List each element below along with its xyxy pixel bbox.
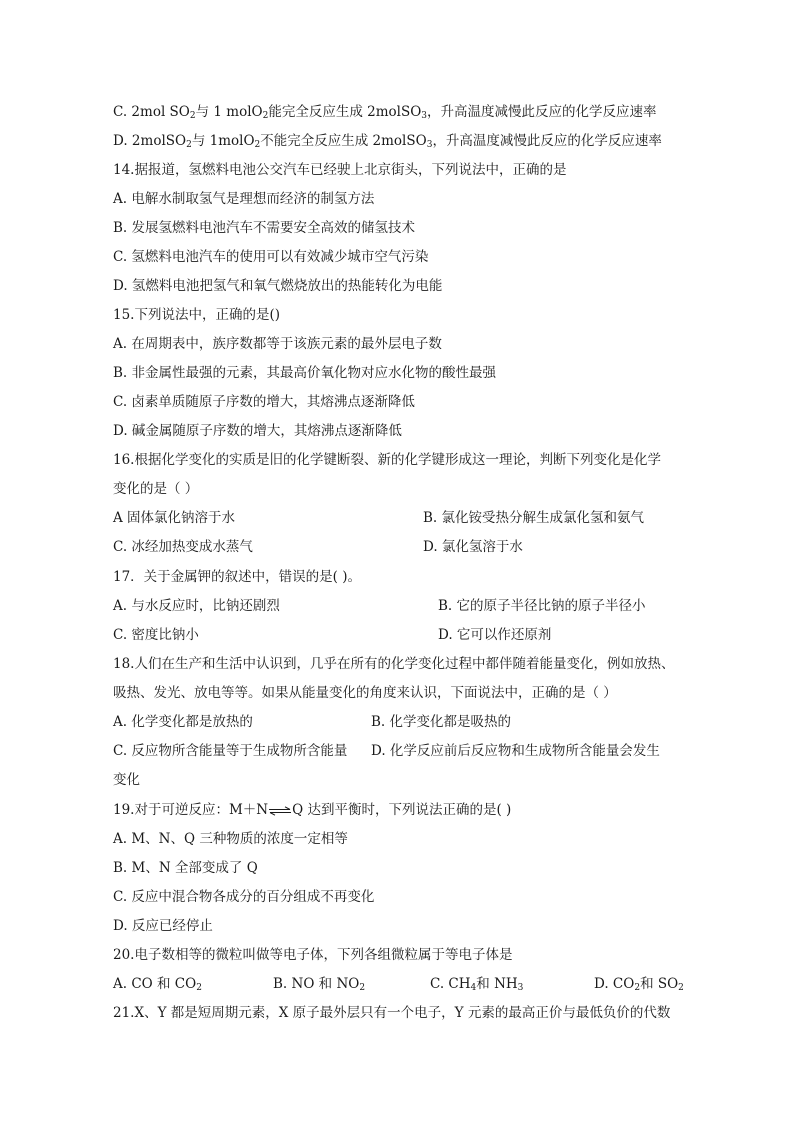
q18-options-row2 — [113, 741, 683, 761]
q20-option-a: A. CO 和 $CO_2$ — [113, 976, 202, 993]
q19-option-b: B. M、N 全部变成了 Q — [113, 860, 258, 876]
q20-option-c: C. $CH_4$和 $NH_3$ — [430, 976, 524, 993]
q17-option-c: C. 密度比钠小 — [113, 627, 199, 643]
q15-stem: 15.下列说法中，正确的是() — [113, 307, 281, 323]
q18-option-c: C. 反应物所含能量等于生成物所含能量 — [113, 743, 348, 759]
q17-options-row1 — [113, 596, 683, 616]
q19-option-a: A. M、N、Q 三种物质的浓度一定相等 — [113, 831, 348, 847]
q20-stem: 20.电子数相等的微粒叫做等电子体，下列各组微粒属于等电子体是 — [113, 947, 513, 963]
q20-option-d: D. $CO_2$和 $SO_2$ — [594, 976, 684, 993]
q14-option-a: A. 电解水制取氢气是理想而经济的制氢方法 — [113, 191, 375, 207]
q16-option-d: D. 氯化氢溶于水 — [423, 539, 523, 555]
q16-option-b: B. 氯化铵受热分解生成氯化氢和氨气 — [423, 510, 645, 526]
q18-option-b: B. 化学变化都是吸热的 — [371, 714, 512, 730]
q16-stem-line2: 变化的是（ ） — [113, 481, 199, 497]
q21-stem: 21.X、Y 都是短周期元素，X 原子最外层只有一个电子，Y 元素的最高正价与最低负价的代数 — [113, 1005, 671, 1021]
q19-stem: 19.对于可逆反应：M＋N Q 达到平衡时，下列说法正确的是( ) — [113, 802, 512, 818]
q17-option-d: D. 它可以作还原剂 — [438, 627, 552, 643]
q13-option-c: C. 2mol $SO_2$与 1 molO$_2$能完全反应生成 2molSO$_3$，升高温度减慢此反应的化学反应速率 — [113, 104, 657, 121]
q17-option-b: B. 它的原子半径比钠的原子半径小 — [438, 598, 646, 614]
q20-option-b: B. NO 和 $NO_2$ — [273, 976, 366, 993]
equilibrium-arrow-icon — [268, 806, 292, 816]
q17-stem: 17．关于金属钾的叙述中，错误的是( )。 — [113, 569, 362, 585]
q19-option-c: C. 反应中混合物各成分的百分组成不再变化 — [113, 889, 375, 905]
q19-option-d: D. 反应已经停止 — [113, 918, 213, 934]
q14-option-b: B. 发展氢燃料电池汽车不需要安全高效的储氢技术 — [113, 220, 416, 236]
q13-option-d: D. 2molSO$_2$与 1molO$_2$不能完全反应生成 2molSO$_3$，升高温度减慢此反应的化学反应速率 — [113, 133, 662, 150]
q18-option-d-continued: 变化 — [113, 772, 140, 788]
q15-option-d: D. 碱金属随原子序数的增大，其熔沸点逐渐降低 — [113, 423, 402, 439]
q14-stem: 14.据报道，氢燃料电池公交汽车已经驶上北京街头，下列说法中，正确的是 — [113, 162, 567, 178]
q18-stem-line1: 18.人们在生产和生活中认识到，几乎在所有的化学变化过程中都伴随着能量变化，例如放热、 — [113, 656, 675, 672]
q18-stem-line2: 吸热、发光、放电等等。如果从能量变化的角度来认识，下面说法中，正确的是（ ） — [113, 685, 617, 701]
q18-options-row1 — [113, 712, 683, 732]
q18-option-d: D. 化学反应前后反应物和生成物所含能量会发生 — [371, 743, 660, 759]
q15-option-a: A. 在周期表中，族序数都等于该族元素的最外层电子数 — [113, 336, 442, 352]
q18-option-a: A. 化学变化都是放热的 — [113, 714, 253, 730]
q15-option-b: B. 非金属性最强的元素，其最高价氧化物对应水化物的酸性最强 — [113, 365, 497, 381]
q16-stem-line1: 16.根据化学变化的实质是旧的化学键断裂、新的化学键形成这一理论，判断下列变化是化学 — [113, 452, 661, 468]
q14-option-d: D. 氢燃料电池把氢气和氧气燃烧放出的热能转化为电能 — [113, 278, 443, 294]
q16-option-c: C. 冰经加热变成水蒸气 — [113, 539, 253, 555]
q20-options-row — [113, 974, 683, 994]
q16-option-a: A 固体氯化钠溶于水 — [113, 510, 236, 526]
q17-options-row2 — [113, 625, 683, 645]
q16-options-row1 — [113, 508, 683, 528]
q15-option-c: C. 卤素单质随原子序数的增大，其熔沸点逐渐降低 — [113, 394, 415, 410]
q17-option-a: A. 与水反应时，比钠还剧烈 — [113, 598, 280, 614]
q14-option-c: C. 氢燃料电池汽车的使用可以有效减少城市空气污染 — [113, 249, 429, 265]
q16-options-row2 — [113, 537, 683, 557]
